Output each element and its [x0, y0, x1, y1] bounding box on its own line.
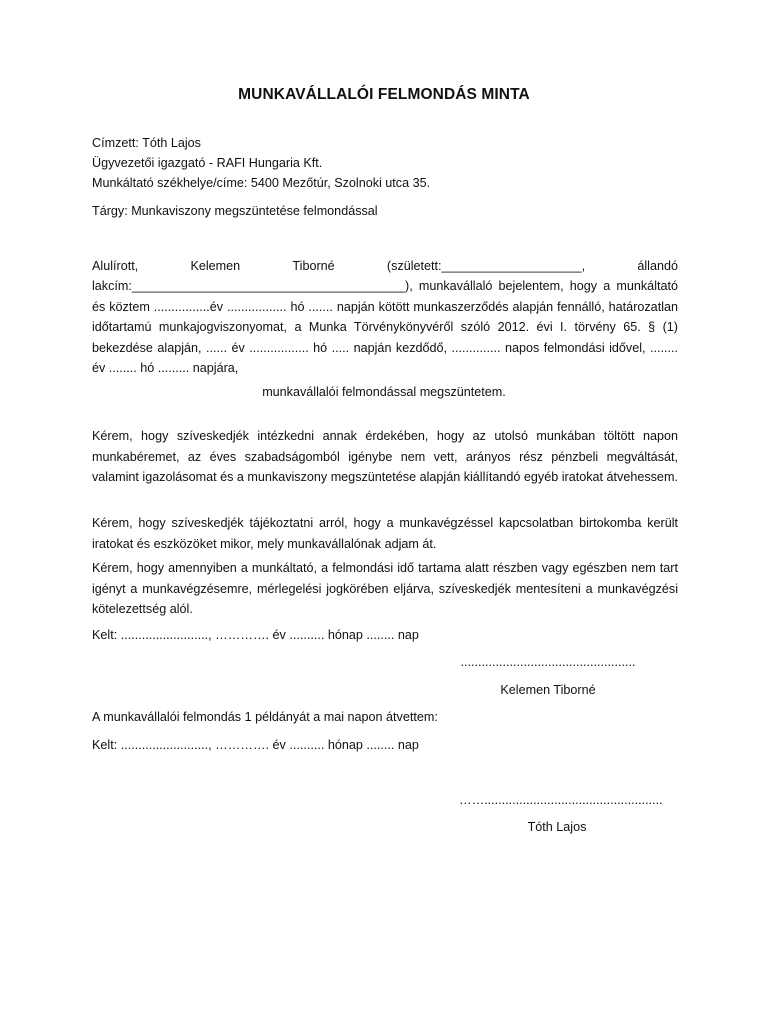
signature-dots-employee: ..................................................: [460, 655, 636, 669]
intro-word: Tiborné: [292, 259, 335, 273]
intro-word: Alulírott,: [92, 259, 139, 273]
signature-name-employee: Kelemen Tiborné: [500, 683, 596, 697]
addressee-line: Ügyvezetői igazgató - RAFI Hungaria Kft.: [92, 156, 323, 170]
intro-word: (született:____________________,: [386, 259, 586, 273]
addressee-line: Címzett: Tóth Lajos: [92, 136, 201, 150]
intro-paragraph: [92, 276, 678, 379]
subject-line: Tárgy: Munkaviszony megszüntetése felmondással: [92, 204, 378, 218]
intro-first-row: [92, 259, 678, 273]
document-title: MUNKAVÁLLALÓI FELMONDÁS MINTA: [238, 86, 530, 103]
date-line-employer: Kelt: ........................., …………. év .......... hónap ........ nap: [92, 738, 419, 752]
date-line-employee: Kelt: ........................., …………. év .......... hónap ........ nap: [92, 628, 419, 642]
signature-name-employer: Tóth Lajos: [527, 820, 587, 834]
intro-text: lakcím:_______________________________________), munkavállaló bejelentem, hogy a munkáltató és köztem ................év ................. hó ....... napján kötött munkaszerződés alapján fennálló, határozatlan időtartamú munkajogviszonyomat, a Munka Törvénykönyvéről szóló 2012. évi I. törvény 65. § (1) bekezdése alapján, ...... év ................. hó ..... napján kezdődő, .............. napos felmondási idővel, ........ év ........ hó ......... napjára,: [92, 279, 678, 376]
addressee-line: Munkáltató székhelye/címe: 5400 Mezőtúr, Szolnoki utca 35.: [92, 176, 431, 190]
paragraph-request-pay: [92, 426, 678, 488]
paragraph-request-exemption: [92, 558, 678, 620]
intro-word: Kelemen: [190, 259, 241, 273]
paragraph-text: Kérem, hogy amennyiben a munkáltató, a felmondási idő tartama alatt részben vagy egészben nem tart igényt a munkavégzésemre, mérlegelési jogkörében eljárva, szíveskedjék mentesíteni a munkavégzési kötelezettség alól.: [92, 561, 678, 617]
intro-word: állandó: [637, 259, 678, 273]
paragraph-text: Kérem, hogy szíveskedjék tájékoztatni arról, hogy a munkavégzéssel kapcsolatban birtokomba került iratokat és eszközöket mikor, mely munkavállalónak adjam át.: [92, 516, 678, 551]
paragraph-text: Kérem, hogy szíveskedjék intézkedni annak érdekében, hogy az utolsó munkában töltött napon munkabéremet, az éves szabadságomból igénybe nem vett, arányos rész pénzbeli megváltását, valamint igazolásomat és a munkaviszony megszüntetése alapján kiállítandó egyéb iratokat átvehessem.: [92, 429, 678, 485]
signature-dots-employer: ……...................................................: [459, 793, 663, 807]
centered-statement: munkavállalói felmondással megszüntetem.: [262, 385, 506, 399]
receipt-line: A munkavállalói felmondás 1 példányát a mai napon átvettem:: [92, 710, 438, 724]
paragraph-request-info: [92, 513, 678, 554]
